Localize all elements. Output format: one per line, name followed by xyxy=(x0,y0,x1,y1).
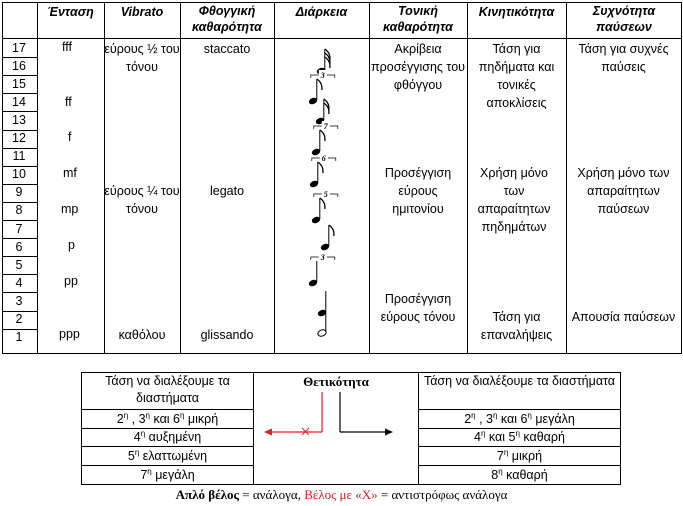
tuplet-number: 7 xyxy=(323,122,328,131)
grid-line xyxy=(2,353,682,354)
duration-notes xyxy=(274,39,369,353)
tuplet-number: 3 xyxy=(320,253,325,262)
left-header: Τάση να διαλέξουμε τα διαστήματα xyxy=(105,374,230,405)
row-number: 3 xyxy=(15,293,23,308)
row-number: 4 xyxy=(15,275,23,290)
row-number: 2 xyxy=(15,312,23,326)
motion-bottom: Τάση για επαναλήψεις xyxy=(480,310,553,342)
row-number: 9 xyxy=(15,185,23,200)
eighth-sextuplet-note-icon xyxy=(309,153,336,188)
row-number: 17 xyxy=(12,40,26,55)
right-row: $4^\eta$ και $5^\eta$ καθαρή xyxy=(474,429,565,444)
vibrato-top: εύρους ½ του τόνου xyxy=(104,42,180,74)
left-row: $5^\eta$ ελαττωμένη xyxy=(127,448,208,463)
eighth-note-icon xyxy=(320,225,334,251)
pitch-clarity-top: staccato xyxy=(203,42,251,56)
dynamic-mf: mf xyxy=(63,166,77,180)
row-number: 1 xyxy=(15,330,23,345)
row-number: 15 xyxy=(12,76,26,91)
caption-text: = αντιστρόφως ανάλογα xyxy=(377,487,508,502)
dynamic-ff: ff xyxy=(65,95,72,109)
row-number: 6 xyxy=(15,239,23,254)
grid-line xyxy=(681,2,682,353)
tuplet-number: 3 xyxy=(320,71,325,80)
right-row: $7^\eta$ μικρή xyxy=(496,448,543,463)
caption xyxy=(0,487,683,503)
eighth-quintuplet-note-icon xyxy=(311,189,338,224)
row-number: 16 xyxy=(12,58,26,73)
grid-line xyxy=(369,2,370,353)
header-pause-frequency: Συχνότητα παύσεων xyxy=(592,4,656,34)
tonal-clarity-top: Ακρίβεια προσέγγισης του φθόγγου xyxy=(371,42,465,92)
row-number: 7 xyxy=(15,221,23,236)
eighth-septuplet-note-icon xyxy=(311,121,338,156)
pitch-clarity-bottom: glissando xyxy=(200,328,254,342)
dynamic-f: f xyxy=(68,130,72,144)
eighth-triplet-note-icon xyxy=(308,70,335,105)
header-intensity: Ένταση xyxy=(47,5,94,19)
dynamic-pp: pp xyxy=(64,274,78,288)
arrows-diagram xyxy=(254,388,418,484)
tonal-clarity-mid: Προσέγγιση εύρους ημιτονίου xyxy=(384,166,452,216)
right-header: Τάση να διαλέξουμε τα διαστήματα xyxy=(423,374,616,388)
row-separator xyxy=(2,111,37,112)
row-number: 14 xyxy=(12,94,26,109)
row-number: 5 xyxy=(15,257,23,272)
dynamic-fff: fff xyxy=(62,40,72,54)
tuplet-number: 5 xyxy=(323,190,328,199)
vibrato-bottom: καθόλου xyxy=(118,328,166,342)
right-row: $8^\eta$ καθαρή xyxy=(491,467,548,482)
caption-bold: Απλό βέλος xyxy=(175,487,240,502)
center-header: Θετικότητα xyxy=(303,374,369,389)
header-tonal-clarity: Τονική καθαρότητα xyxy=(383,4,453,34)
row-number: 10 xyxy=(12,167,26,182)
caption-text: = ανάλογα, xyxy=(239,487,305,502)
header-motion: Κινητικότητα xyxy=(478,5,555,19)
left-row: $2^\eta$ , $3^\eta$ και $6^\eta$ μικρή xyxy=(116,411,219,426)
row-separator xyxy=(2,292,37,293)
motion-mid: Χρήση μόνο των απαραίτητων πηδημάτων xyxy=(477,166,551,234)
pause-frequency-top: Τάση για συχνές παύσεις xyxy=(578,42,669,74)
caption-red: Βέλος με «Χ» xyxy=(304,487,378,502)
header-vibrato: Vibrato xyxy=(120,5,164,19)
tuplet-number: 6 xyxy=(321,154,326,163)
red-crossed-arrow-icon xyxy=(264,392,322,436)
row-number: 8 xyxy=(15,203,23,218)
header-duration: Διάρκεια xyxy=(295,5,348,19)
grid-line xyxy=(37,2,38,353)
quarter-triplet-note-icon xyxy=(308,252,335,287)
pitch-clarity-mid: legato xyxy=(209,184,245,198)
dynamic-ppp: ppp xyxy=(59,327,80,341)
dynamic-mp: mp xyxy=(61,202,79,216)
dynamic-p: p xyxy=(68,238,75,252)
black-arrow-icon xyxy=(340,392,393,436)
header-pitch-clarity: Φθογγική καθαρότητα xyxy=(192,4,262,34)
row-number: 11 xyxy=(12,149,26,164)
left-row: $7^\eta$ μεγάλη xyxy=(140,467,195,482)
right-row: $2^\eta$ , $3^\eta$ και $6^\eta$ μεγάλη xyxy=(464,411,575,426)
pause-frequency-bottom: Απουσία παύσεων xyxy=(571,310,676,324)
grid-line xyxy=(620,372,621,485)
row-number: 13 xyxy=(12,112,26,127)
row-number: 12 xyxy=(12,131,26,145)
left-row: $4^\eta$ αυξημένη xyxy=(133,429,202,444)
motion-top: Τάση για πηδήματα και τονικές αποκλίσεις xyxy=(478,42,555,110)
vibrato-mid: εύρους ¼ του τόνου xyxy=(104,184,180,216)
grid-line xyxy=(81,484,621,485)
tonal-clarity-bottom: Προσέγγιση εύρους τόνου xyxy=(380,292,456,324)
pause-frequency-mid: Χρήση μόνο των απαραίτητων παύσεων xyxy=(577,166,670,216)
